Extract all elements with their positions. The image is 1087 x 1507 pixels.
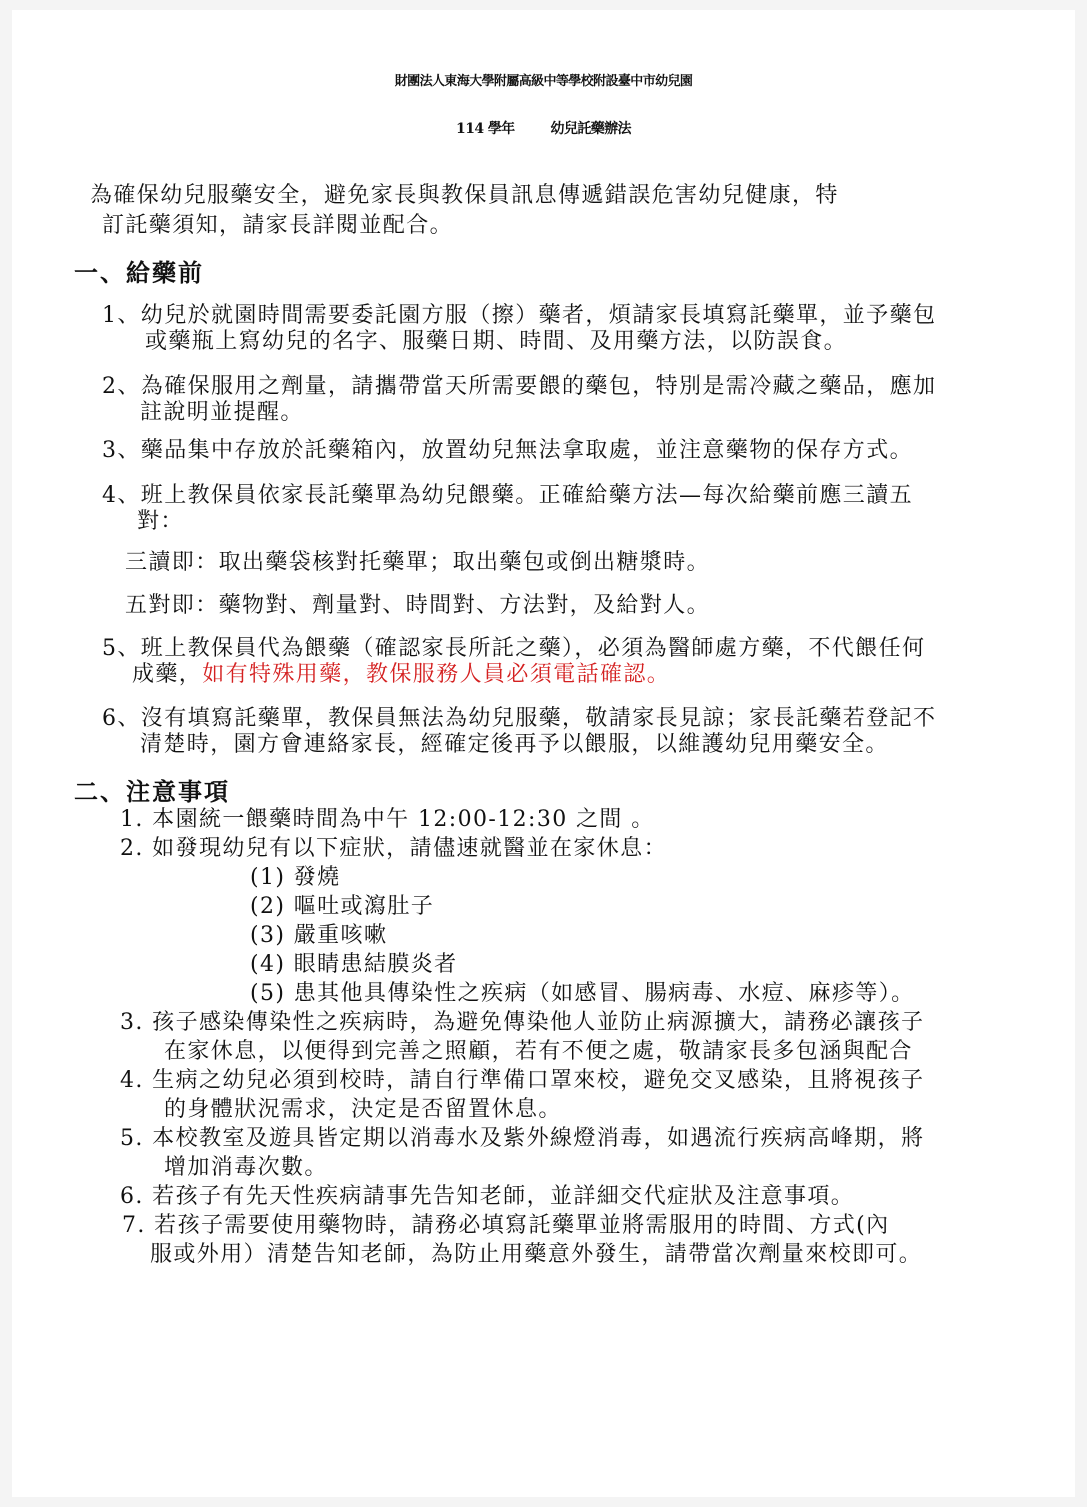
list-item-continued: 對： [137, 509, 184, 534]
intro-line: 訂託藥須知，請家長詳閱並配合。 [102, 213, 454, 238]
three-reads-rule: 三讀即：取出藥袋核對托藥單；取出藥包或倒出糖漿時。 [125, 550, 711, 575]
list-item: 4. 生病之幼兒必須到校時，請自行準備口罩來校，避免交叉感染，且將視孩子 [120, 1068, 925, 1093]
intro-line: 為確保幼兒服藥安全，避免家長與教保員訊息傳遞錯誤危害幼兒健康，特 [90, 183, 839, 208]
list-item: 2. 如發現幼兒有以下症狀，請儘速就醫並在家休息： [120, 836, 667, 861]
list-item: 1、幼兒於就園時間需要委託園方服（擦）藥者，煩請家長填寫託藥單，並予藥包 [102, 303, 937, 328]
symptom-item: (3) 嚴重咳嗽 [250, 923, 388, 948]
list-item: 1. 本園統一餵藥時間為中午 12:00-12:30 之間 。 [120, 807, 655, 832]
list-item-continued: 增加消毒次數。 [164, 1155, 328, 1180]
document-name: 幼兒託藥辦法 [550, 121, 631, 137]
list-item: 2、為確保服用之劑量，請攜帶當天所需要餵的藥包，特別是需冷藏之藥品，應加 [102, 374, 937, 399]
document-page [12, 10, 1075, 1497]
list-item-continued: 註說明並提醒。 [140, 400, 304, 425]
list-item: 3. 孩子感染傳染性之疾病時，為避免傳染他人並防止病源擴大，請務必讓孩子 [120, 1010, 925, 1035]
section-heading: 二、注意事項 [74, 777, 230, 806]
list-item: 3、藥品集中存放於託藥箱內，放置幼兒無法拿取處，並注意藥物的保存方式。 [102, 438, 913, 463]
list-item-continued: 或藥瓶上寫幼兒的名字、服藥日期、時間、及用藥方法，以防誤食。 [145, 329, 848, 354]
list-item-continued: 清楚時，園方會連絡家長，經確定後再予以餵服，以維護幼兒用藥安全。 [140, 732, 889, 757]
list-item: 4、班上教保員依家長託藥單為幼兒餵藥。正確給藥方法—每次給藥前應三讀五 [102, 483, 913, 508]
list-item: 6、沒有填寫託藥單，教保員無法為幼兒服藥，敬請家長見諒；家長託藥若登記不 [102, 706, 937, 731]
phone-confirm-notice: 如有特殊用藥，教保服務人員必須電話確認。 [202, 662, 671, 687]
list-item-continued: 的身體狀況需求，決定是否留置休息。 [164, 1097, 562, 1122]
page-title: 財團法人東海大學附屬高級中等學校附設臺中市幼兒園 [394, 74, 693, 89]
list-item: 6. 若孩子有先天性疾病請事先告知老師，並詳細交代症狀及注意事項。 [120, 1184, 855, 1209]
list-item: 5、班上教保員代為餵藥（確認家長所託之藥），必須為醫師處方藥，不代餵任何 [102, 636, 926, 661]
section-heading: 一、給藥前 [74, 258, 204, 287]
symptom-item: (5) 患其他具傳染性之疾病（如感冒、腸病毒、水痘、麻疹等）。 [250, 981, 915, 1006]
symptom-item: (4) 眼睛患結膜炎者 [250, 952, 458, 977]
list-item-continued: 服或外用）清楚告知老師，為防止用藥意外發生，請帶當次劑量來校即可。 [150, 1242, 923, 1267]
school-year: 114 學年 [456, 121, 515, 137]
list-item-continued [132, 657, 670, 688]
five-checks-rule: 五對即：藥物對、劑量對、時間對、方法對，及給對人。 [125, 593, 711, 618]
symptom-item: (1) 發燒 [250, 865, 341, 890]
list-item: 7. 若孩子需要使用藥物時，請務必填寫託藥單並將需服用的時間、方式(內 [122, 1213, 890, 1238]
list-item: 5. 本校教室及遊具皆定期以消毒水及紫外線燈消毒，如遇流行疾病高峰期，將 [120, 1126, 925, 1151]
item-text: 成藥， [132, 662, 203, 687]
symptom-item: (2) 嘔吐或瀉肚子 [250, 894, 435, 919]
list-item-continued: 在家休息，以便得到完善之照顧，若有不便之處，敬請家長多包涵與配合 [164, 1039, 913, 1064]
page-subtitle [12, 118, 1075, 138]
